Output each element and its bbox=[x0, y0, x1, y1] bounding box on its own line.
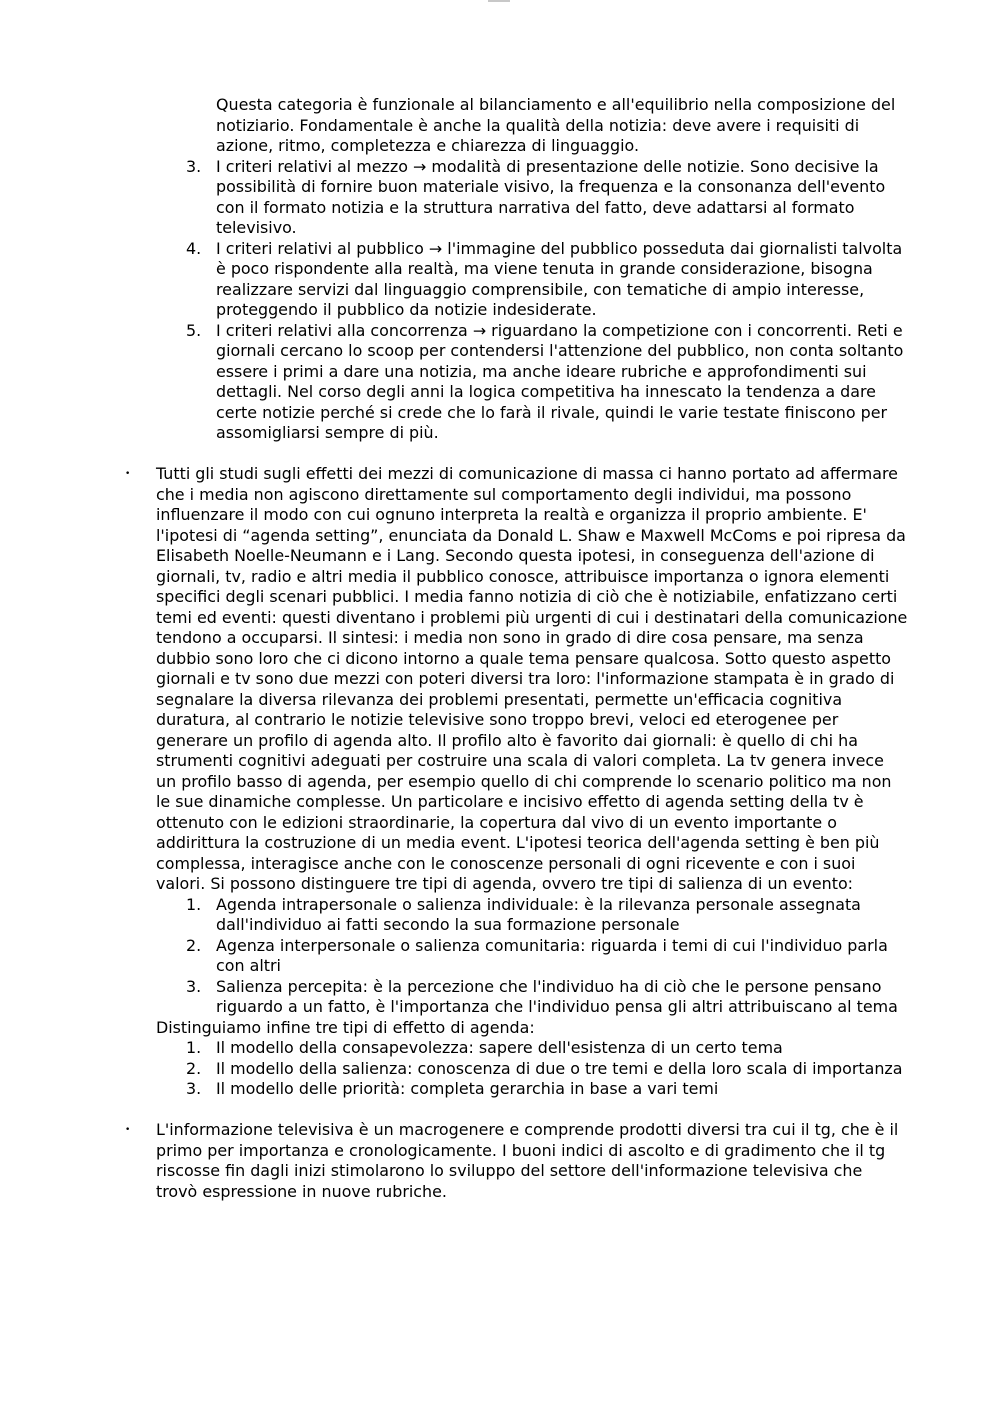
list-number: 1. bbox=[186, 894, 202, 914]
criteria-list bbox=[0, 157, 1000, 444]
spacer bbox=[0, 444, 1000, 465]
bullet-icon: • bbox=[125, 1125, 131, 1135]
paragraph-text: L'informazione televisiva è un macrogenere e comprende prodotti diversi tra cui il tg, che è il primo per importanza e cronologicamente. I buoni indici di ascolto e di gradimento che il tg riscosse fin dagli inizi stimolarono lo sviluppo del settore dell'informazione televisiva che trovò espressione in nuove rubriche. bbox=[156, 1120, 899, 1201]
page-content bbox=[0, 95, 1000, 1202]
list-number: 2. bbox=[186, 935, 202, 955]
list-number: 3. bbox=[186, 976, 202, 996]
list-number: 5. bbox=[186, 320, 202, 340]
list-number: 1. bbox=[186, 1038, 202, 1057]
list-item bbox=[156, 1079, 906, 1100]
list-item-text: I criteri relativi al pubblico → l'immagine del pubblico posseduta dai giornalisti talvolta è poco rispondente alla realtà, ma viene tenuta in grande considerazione, bisogna realizzare servizi dal linguaggio comprensibile, con tematiche di ampio interesse, proteggendo il pubblico da notizie indesiderate. bbox=[216, 238, 903, 319]
list-item bbox=[0, 157, 906, 239]
list-item-text: Il modello della salienza: conoscenza di due o tre temi e della loro scala di importanza bbox=[216, 1058, 903, 1078]
list-item-text: I criteri relativi al mezzo → modalità di presentazione delle notizie. Sono decisive la possibilità di fornire buon materiale visivo, la frequenza e la consonanza dell'evento con il formato notizia e la struttura narrativa del fatto, deve adattarsi al formato televisivo. bbox=[216, 156, 886, 237]
agenda-effects-list bbox=[156, 1038, 908, 1100]
agenda-types-list bbox=[156, 895, 908, 1018]
list-item bbox=[156, 936, 906, 977]
list-item-text: Agenda intrapersonale o salienza individuale: è la rilevanza personale assegnata dall'individuo ai fatti secondo la sua formazione personale bbox=[216, 894, 861, 934]
list-item bbox=[156, 1038, 906, 1059]
paragraph-text: Distinguiamo infine tre tipi di effetto di agenda: bbox=[156, 1017, 535, 1037]
list-item-text: Salienza percepita: è la percezione che l'individuo ha di ciò che le persone pensano riguardo a un fatto, è l'importanza che l'individuo pensa gli altri attribuiscano al tema bbox=[216, 976, 898, 1016]
list-item-text: Il modello della consapevolezza: sapere dell'esistenza di un certo tema bbox=[216, 1038, 783, 1057]
page-header-mark bbox=[488, 0, 510, 2]
list-number: 3. bbox=[186, 1079, 202, 1098]
list-number: 3. bbox=[186, 156, 202, 176]
list-item-text: Il modello delle priorità: completa gerarchia in base a vari temi bbox=[216, 1079, 719, 1098]
list-item bbox=[156, 977, 906, 1018]
list-item-text: Agenza interpersonale o salienza comunitaria: riguarda i temi di cui l'individuo parla con altri bbox=[216, 935, 888, 975]
list-number: 2. bbox=[186, 1058, 202, 1078]
list-number: 4. bbox=[186, 238, 202, 258]
spacer bbox=[0, 1100, 1000, 1121]
list-item bbox=[0, 239, 906, 321]
list-item bbox=[0, 321, 906, 444]
list-item bbox=[156, 895, 906, 936]
list-item-continuation: Questa categoria è funzionale al bilanciamento e all'equilibrio nella composizione del notiziario. Fondamentale è anche la qualità della notizia: deve avere i requisiti di azione, ritmo, completezza e chiarezza di linguaggio. bbox=[216, 95, 896, 155]
list-item bbox=[156, 1059, 906, 1080]
list-item-text: I criteri relativi alla concorrenza → riguardano la competizione con i concorrenti. Reti e giornali cercano lo scoop per contendersi l'attenzione del pubblico, non conta soltanto essere i primi a dare una notizia, ma anche ideare rubriche e approfondimenti sui dettagli. Nel corso degli anni la logica competitiva ha innescato la tendenza a dare certe notizie perché si crede che lo farà il rivale, quindi le varie testate finiscono per assomigliarsi sempre di più. bbox=[216, 320, 904, 442]
bullet-paragraph-tv-information bbox=[0, 1120, 908, 1202]
bullet-icon: • bbox=[125, 469, 131, 479]
bullet-paragraph-agenda-setting bbox=[0, 464, 908, 1100]
paragraph-text: Tutti gli studi sugli effetti dei mezzi di comunicazione di massa ci hanno portato ad affermare che i media non agiscono direttamente sul comportamento degli individui, ma possono influenzare il modo con cui ognuno interpreta la realtà e organizza il proprio ambiente. E' l'ipotesi di “agenda setting”, enunciata da Donald L. Shaw e Maxwell McComs e poi ripresa da Elisabeth Noelle-Neumann e i Lang. Secondo questa ipotesi, in conseguenza dell'azione di giornali, tv, radio e altri media il pubblico conosce, attribuisce importanza o ignora elementi specifici degli scenari pubblici. I media fanno notizia di ciò che è notiziabile, enfatizzano certi temi ed eventi: questi diventano i problemi più urgenti di cui i destinatari della comunicazione tendono a occuparsi. Il sintesi: i media non sono in grado di dire cosa pensare, ma senza dubbio sono loro che ci dicono intorno a quale tema pensare qualcosa. Sotto questo aspetto giornali e tv sono due mezzi con poteri diversi tra loro: l'informazione stampata è in grado di segnalare la diversa rilevanza dei problemi presentati, permette un'efficacia cognitiva duratura, al contrario le notizie televisive sono troppo brevi, veloci ed eterogenee per generare un profilo di agenda alto. Il profilo alto è favorito dai giornali: è quello di chi ha strumenti cognitivi adeguati per costruire una scala di valori completa. La tv genera invece un profilo basso di agenda, per esempio quello di chi comprende lo scenario politico ma non le sue dinamiche complesse. Un particolare e incisivo effetto di agenda setting della tv è ottenuto con le edizioni straordinarie, la copertura dal vivo di un evento importante o addirittura la costruzione di un media event. L'ipotesi teorica dell'agenda setting è ben più complessa, interagisce anche con le conoscenze personali di ogni ricevente e con i suoi valori. Si possono distinguere tre tipi di agenda, ovvero tre tipi di salienza di un evento: bbox=[156, 464, 908, 893]
